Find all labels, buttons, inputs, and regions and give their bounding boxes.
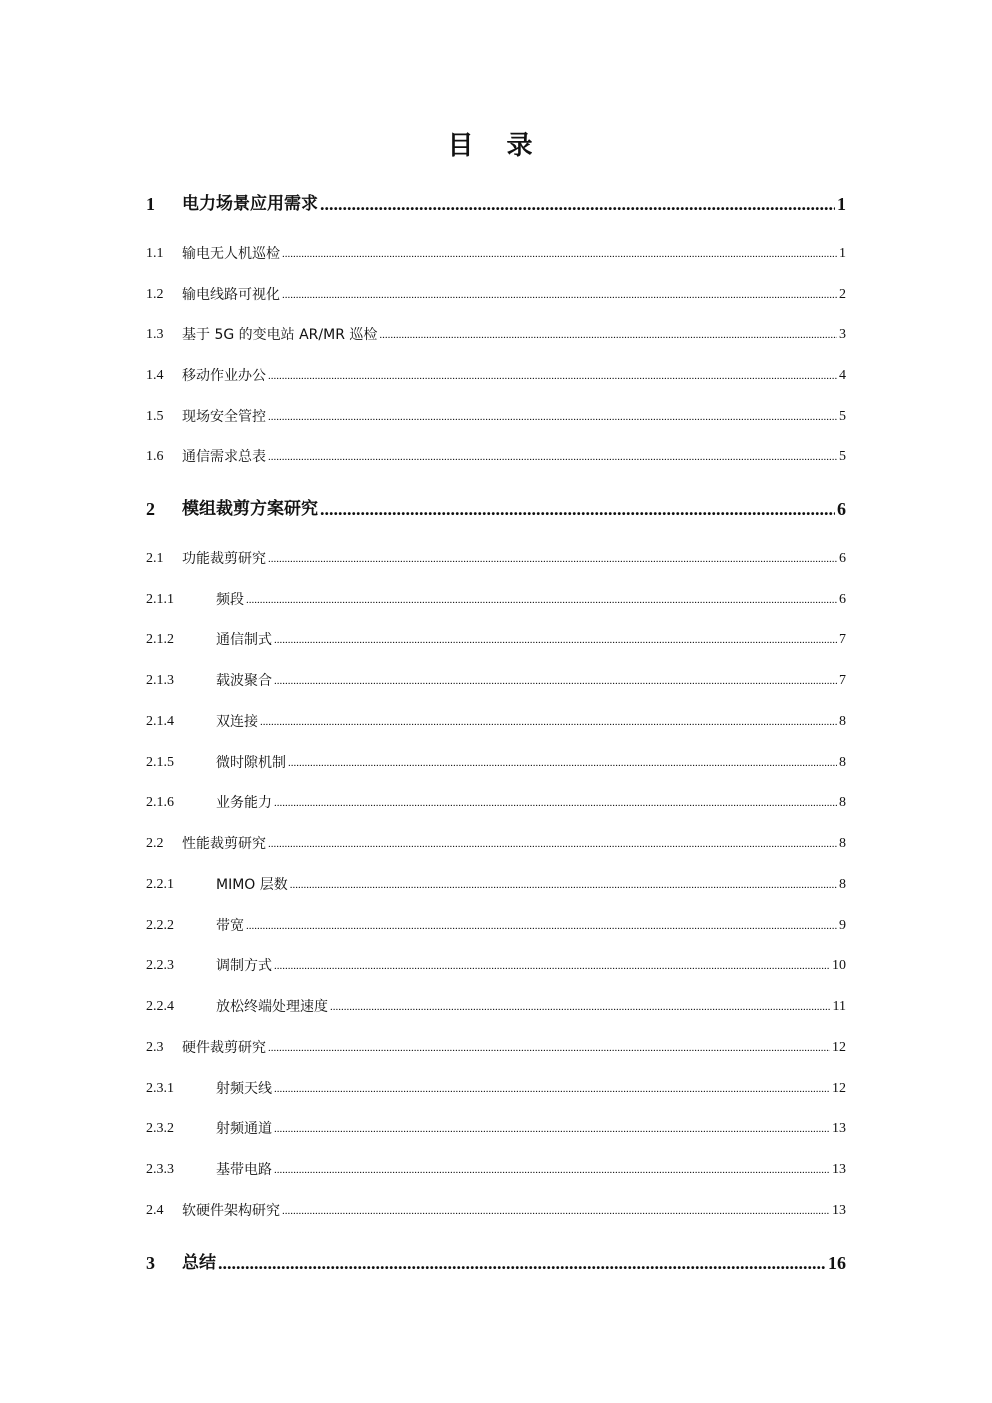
toc-entry-page: 8 bbox=[839, 755, 846, 770]
toc-entry-label: 调制方式 bbox=[216, 958, 272, 974]
toc-entry-label: 基于 5G 的变电站 AR/MR 巡检 bbox=[182, 327, 378, 343]
dot-leader bbox=[268, 549, 837, 569]
toc-entry-subsection[interactable] bbox=[146, 712, 846, 732]
toc-entry-label: 输电线路可视化 bbox=[182, 287, 280, 303]
toc-entry-number: 2.1 bbox=[146, 551, 164, 566]
toc-entry-label: MIMO 层数 bbox=[216, 877, 288, 893]
toc-entry-page: 2 bbox=[839, 287, 846, 302]
toc-entry-page: 9 bbox=[839, 918, 846, 933]
dot-leader bbox=[274, 793, 837, 813]
toc-entry-label: 放松终端处理速度 bbox=[216, 999, 328, 1015]
toc-entry-page: 1 bbox=[839, 246, 846, 261]
toc-entry-section[interactable] bbox=[146, 366, 846, 386]
toc-entry-subsection[interactable] bbox=[146, 916, 846, 936]
toc-entry-chapter[interactable] bbox=[146, 1251, 846, 1275]
toc-entry-label: 现场安全管控 bbox=[182, 409, 266, 425]
toc-entry-subsection[interactable] bbox=[146, 630, 846, 650]
toc-entry-label: 微时隙机制 bbox=[216, 755, 286, 771]
toc-entry-subsection[interactable] bbox=[146, 1160, 846, 1180]
toc-entry-section[interactable] bbox=[146, 285, 846, 305]
toc-entry-label: 带宽 bbox=[216, 918, 244, 934]
toc-entry-subsection[interactable] bbox=[146, 590, 846, 610]
toc-entry-section[interactable] bbox=[146, 447, 846, 467]
toc-entry-number: 2.3 bbox=[146, 1040, 164, 1055]
toc-entry-subsection[interactable] bbox=[146, 956, 846, 976]
dot-leader bbox=[268, 1038, 830, 1058]
toc-entry-label: 电力场景应用需求 bbox=[182, 194, 318, 214]
dot-leader bbox=[274, 1160, 830, 1180]
toc-entry-number: 2.2.4 bbox=[146, 999, 174, 1014]
toc-entry-section[interactable] bbox=[146, 549, 846, 569]
dot-leader bbox=[274, 671, 837, 691]
dot-leader bbox=[218, 1251, 826, 1275]
toc-entry-page: 10 bbox=[832, 958, 846, 973]
dot-leader bbox=[274, 956, 830, 976]
toc-entry-number: 2 bbox=[146, 499, 155, 519]
toc-entry-page: 13 bbox=[832, 1203, 846, 1218]
dot-leader bbox=[274, 1119, 830, 1139]
dot-leader bbox=[268, 447, 837, 467]
dot-leader bbox=[274, 1079, 830, 1099]
toc-entry-section[interactable] bbox=[146, 407, 846, 427]
dot-leader bbox=[330, 997, 831, 1017]
toc-entry-number: 2.1.5 bbox=[146, 755, 174, 770]
toc-entry-number: 1.1 bbox=[146, 246, 164, 261]
toc-entry-page: 4 bbox=[839, 368, 846, 383]
toc-entry-subsection[interactable] bbox=[146, 1119, 846, 1139]
toc-entry-label: 输电无人机巡检 bbox=[182, 246, 280, 262]
toc-entry-label: 性能裁剪研究 bbox=[182, 836, 266, 852]
dot-leader bbox=[290, 875, 837, 895]
toc-entry-subsection[interactable] bbox=[146, 875, 846, 895]
toc-entry-label: 射频通道 bbox=[216, 1121, 272, 1137]
dot-leader bbox=[320, 497, 835, 521]
dot-leader bbox=[268, 834, 837, 854]
toc-entry-page: 5 bbox=[839, 409, 846, 424]
toc-entry-page: 13 bbox=[832, 1121, 846, 1136]
dot-leader bbox=[282, 285, 837, 305]
toc-entry-page: 8 bbox=[839, 877, 846, 892]
toc-entry-number: 1.5 bbox=[146, 409, 164, 424]
dot-leader bbox=[379, 325, 837, 345]
toc-entry-number: 2.1.1 bbox=[146, 592, 174, 607]
toc-entry-number: 2.3.1 bbox=[146, 1081, 174, 1096]
toc-entry-number: 3 bbox=[146, 1253, 155, 1273]
toc-entry-page: 13 bbox=[832, 1162, 846, 1177]
toc-entry-number: 1.3 bbox=[146, 327, 164, 342]
toc-entry-label: 移动作业办公 bbox=[182, 368, 266, 384]
toc-entry-label: 射频天线 bbox=[216, 1081, 272, 1097]
toc-entry-chapter[interactable] bbox=[146, 192, 846, 216]
toc-entry-section[interactable] bbox=[146, 1038, 846, 1058]
toc-entry-page: 6 bbox=[837, 499, 846, 519]
toc-entry-page: 3 bbox=[839, 327, 846, 342]
toc-entry-number: 2.2.3 bbox=[146, 958, 174, 973]
toc-entry-label: 总结 bbox=[182, 1253, 216, 1273]
dot-leader bbox=[288, 753, 837, 773]
dot-leader bbox=[268, 366, 837, 386]
dot-leader bbox=[268, 407, 837, 427]
toc-entry-number: 1.4 bbox=[146, 368, 164, 383]
toc-entry-number: 1 bbox=[146, 194, 155, 214]
toc-entry-subsection[interactable] bbox=[146, 1079, 846, 1099]
toc-entry-page: 8 bbox=[839, 795, 846, 810]
toc-entry-number: 2.1.4 bbox=[146, 714, 174, 729]
toc-entry-page: 6 bbox=[839, 551, 846, 566]
toc-entry-chapter[interactable] bbox=[146, 497, 846, 521]
toc-title: 目 录 bbox=[447, 131, 545, 161]
toc-entry-number: 1.2 bbox=[146, 287, 164, 302]
dot-leader bbox=[260, 712, 837, 732]
toc-entry-subsection[interactable] bbox=[146, 997, 846, 1017]
toc-entry-number: 2.2 bbox=[146, 836, 164, 851]
toc-entry-label: 双连接 bbox=[216, 714, 258, 730]
toc-entry-label: 硬件裁剪研究 bbox=[182, 1040, 266, 1056]
toc-entry-number: 1.6 bbox=[146, 449, 164, 464]
toc-entry-label: 通信需求总表 bbox=[182, 449, 266, 465]
dot-leader bbox=[274, 630, 837, 650]
toc-entry-subsection[interactable] bbox=[146, 671, 846, 691]
dot-leader bbox=[246, 916, 837, 936]
toc-entry-label: 基带电路 bbox=[216, 1162, 272, 1178]
toc-entry-number: 2.1.6 bbox=[146, 795, 174, 810]
toc-entry-page: 12 bbox=[832, 1081, 846, 1096]
toc-entry-page: 8 bbox=[839, 714, 846, 729]
toc-entry-page: 5 bbox=[839, 449, 846, 464]
dot-leader bbox=[320, 192, 835, 216]
toc-entry-label: 功能裁剪研究 bbox=[182, 551, 266, 567]
toc-entry-page: 6 bbox=[839, 592, 846, 607]
dot-leader bbox=[282, 1201, 830, 1221]
toc-entry-subsection[interactable] bbox=[146, 753, 846, 773]
toc-entry-number: 2.4 bbox=[146, 1203, 164, 1218]
toc-entry-section[interactable] bbox=[146, 834, 846, 854]
toc-entry-label: 模组裁剪方案研究 bbox=[182, 499, 318, 519]
toc-entry-page: 1 bbox=[837, 194, 846, 214]
toc-entry-section[interactable] bbox=[146, 244, 846, 264]
toc-entry-section[interactable] bbox=[146, 1201, 846, 1221]
toc-entry-label: 频段 bbox=[216, 592, 244, 608]
toc-entry-section[interactable] bbox=[146, 325, 846, 345]
toc-entry-number: 2.2.2 bbox=[146, 918, 174, 933]
toc-entry-page: 16 bbox=[828, 1253, 846, 1273]
dot-leader bbox=[246, 590, 837, 610]
toc-entry-page: 11 bbox=[832, 999, 846, 1014]
toc-entry-number: 2.3.2 bbox=[146, 1121, 174, 1136]
toc-entry-label: 软硬件架构研究 bbox=[182, 1203, 280, 1219]
toc-entry-number: 2.1.2 bbox=[146, 632, 174, 647]
toc-entry-subsection[interactable] bbox=[146, 793, 846, 813]
toc-entry-number: 2.2.1 bbox=[146, 877, 174, 892]
toc-entry-page: 12 bbox=[832, 1040, 846, 1055]
toc-entry-page: 7 bbox=[839, 632, 846, 647]
toc-entry-page: 8 bbox=[839, 836, 846, 851]
toc-entry-label: 载波聚合 bbox=[216, 673, 272, 689]
toc-entry-label: 通信制式 bbox=[216, 632, 272, 648]
toc-entry-number: 2.1.3 bbox=[146, 673, 174, 688]
toc-entry-label: 业务能力 bbox=[216, 795, 272, 811]
dot-leader bbox=[282, 244, 837, 264]
toc-entry-page: 7 bbox=[839, 673, 846, 688]
toc-entry-number: 2.3.3 bbox=[146, 1162, 174, 1177]
